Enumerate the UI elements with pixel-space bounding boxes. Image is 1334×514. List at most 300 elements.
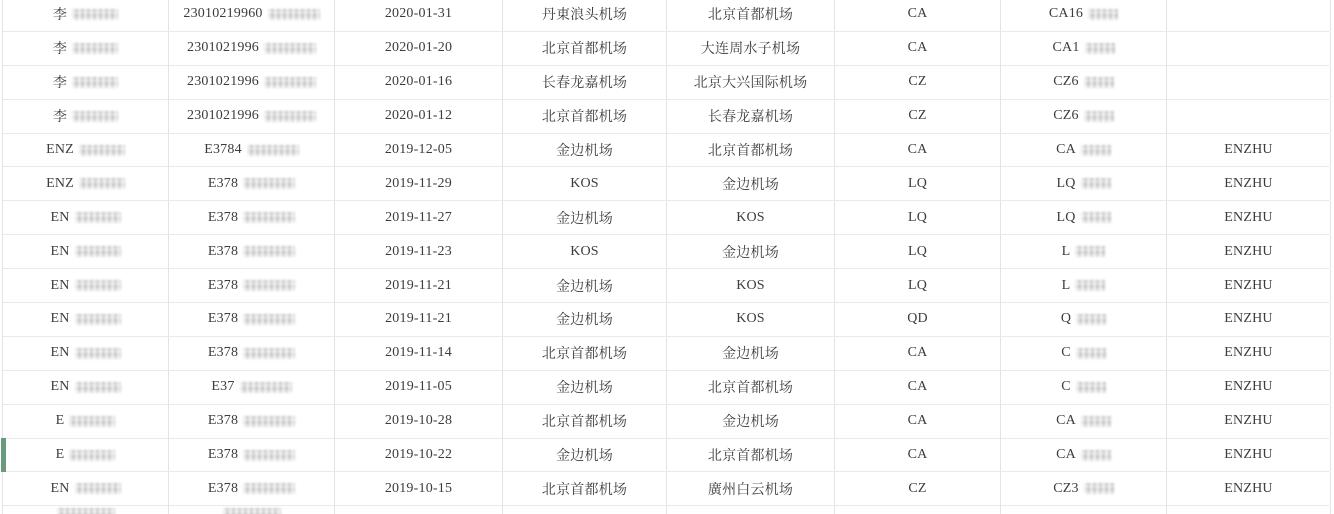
flight-number-text: LQ (1056, 209, 1076, 225)
passenger-name-cell[interactable] (3, 201, 169, 234)
name-pinyin-cell[interactable] (1167, 439, 1331, 472)
name-pinyin-text: ENZHU (1224, 480, 1273, 496)
name-pinyin-cell[interactable] (1167, 66, 1331, 99)
flight-number-text: CZ6 (1053, 108, 1079, 124)
name-pinyin-text: ENZHU (1224, 209, 1273, 225)
redaction-blur (72, 111, 118, 122)
arrival-airport-cell[interactable] (667, 201, 835, 234)
airline-code-cell[interactable] (835, 405, 1001, 438)
departure-airport-cell[interactable] (503, 269, 667, 302)
arrival-airport-cell[interactable] (667, 167, 835, 200)
flight-number-cell[interactable] (1001, 201, 1167, 234)
id-number-cell[interactable] (169, 167, 335, 200)
redaction-blur (247, 145, 299, 156)
passenger-name-text: EN (50, 311, 70, 327)
airline-code-cell[interactable] (835, 371, 1001, 404)
flight-date-text: 2019-10-28 (384, 413, 453, 429)
flight-number-cell[interactable] (1001, 269, 1167, 302)
departure-airport-cell[interactable] (503, 405, 667, 438)
departure-airport-text: 北京首都机场 (541, 110, 628, 126)
arrival-airport-cell[interactable] (667, 506, 835, 514)
redaction-blur (75, 212, 121, 223)
passenger-name-text: 李 (52, 76, 68, 92)
flight-number-cell[interactable] (1001, 439, 1167, 472)
row-highlight-marker (1, 438, 6, 473)
airline-code-cell[interactable] (835, 134, 1001, 167)
airline-code-text: CA (907, 413, 928, 429)
departure-airport-cell[interactable] (503, 32, 667, 65)
passenger-name-cell[interactable] (3, 100, 169, 133)
flight-number-cell[interactable] (1001, 506, 1167, 514)
redaction-blur (243, 348, 295, 359)
redaction-blur (72, 43, 118, 54)
airline-code-text: LQ (907, 209, 928, 225)
redaction-blur (1081, 450, 1111, 461)
arrival-airport-text: 廣州白云机场 (707, 482, 794, 498)
redaction-blur (57, 508, 115, 514)
passenger-name-cell[interactable] (3, 337, 169, 370)
name-pinyin-text: ENZHU (1224, 175, 1273, 191)
flight-date-cell[interactable] (335, 472, 503, 505)
departure-airport-text: 金边机场 (556, 279, 613, 295)
airline-code-text: CA (907, 40, 928, 56)
airline-code-cell[interactable] (835, 269, 1001, 302)
redaction-blur (72, 77, 118, 88)
passenger-name-text: EN (50, 243, 70, 259)
redaction-blur (79, 145, 125, 156)
arrival-airport-cell[interactable] (667, 0, 835, 31)
departure-airport-cell[interactable] (503, 472, 667, 505)
passenger-name-text: EN (50, 379, 70, 395)
flight-number-text: C (1061, 345, 1071, 361)
redaction-blur (243, 212, 295, 223)
redaction-blur (1075, 280, 1105, 291)
redaction-blur (1084, 77, 1114, 88)
id-number-text: E378 (207, 311, 239, 327)
redaction-blur (69, 450, 115, 461)
passenger-name-text: 李 (52, 42, 68, 58)
arrival-airport-cell[interactable] (667, 269, 835, 302)
airline-code-cell[interactable] (835, 66, 1001, 99)
redaction-blur (1081, 145, 1111, 156)
name-pinyin-text: ENZHU (1224, 311, 1273, 327)
name-pinyin-text: ENZHU (1224, 413, 1273, 429)
flight-date-text: 2019-11-05 (385, 379, 452, 395)
passenger-name-cell[interactable] (3, 235, 169, 268)
table-row (3, 269, 1330, 303)
redaction-blur (1075, 246, 1105, 257)
name-pinyin-cell[interactable] (1167, 201, 1331, 234)
flight-date-cell[interactable] (335, 201, 503, 234)
arrival-airport-cell[interactable] (667, 303, 835, 336)
departure-airport-text: 北京首都机场 (541, 415, 628, 431)
flight-number-text: L (1061, 277, 1071, 293)
airline-code-text: CA (907, 6, 928, 22)
arrival-airport-text: 北京首都机场 (707, 144, 794, 159)
id-number-text: E37 (211, 379, 235, 395)
arrival-airport-cell[interactable] (667, 439, 835, 472)
flight-number-cell[interactable] (1001, 405, 1167, 438)
passenger-name-text: EN (50, 209, 70, 225)
id-number-text: 23010219960 (183, 6, 263, 22)
flight-date-cell[interactable] (335, 269, 503, 302)
arrival-airport-cell[interactable] (667, 134, 835, 167)
departure-airport-text: 金边机场 (556, 211, 613, 227)
departure-airport-text: KOS (570, 243, 599, 259)
flight-number-cell[interactable] (1001, 235, 1167, 268)
redaction-blur (75, 314, 121, 325)
redaction-blur (243, 280, 295, 291)
table-row (3, 235, 1330, 269)
redaction-blur (79, 178, 125, 189)
arrival-airport-cell[interactable] (667, 337, 835, 370)
flight-date-cell[interactable] (335, 439, 503, 472)
id-number-cell[interactable] (169, 472, 335, 505)
redaction-blur (75, 483, 121, 494)
passenger-name-cell[interactable] (3, 134, 169, 167)
airline-code-text: QD (907, 311, 928, 327)
name-pinyin-cell[interactable] (1167, 472, 1331, 505)
flight-number-text: CA1 (1052, 40, 1080, 56)
departure-airport-cell[interactable] (503, 0, 667, 31)
arrival-airport-cell[interactable] (667, 371, 835, 404)
departure-airport-text: KOS (570, 175, 599, 191)
flight-number-text: CA (1056, 447, 1076, 463)
passenger-name-cell[interactable] (3, 439, 169, 472)
arrival-airport-text: KOS (736, 209, 765, 225)
id-number-text: 2301021996 (187, 74, 259, 90)
flight-date-text: 2020-01-12 (384, 108, 453, 124)
flight-number-cell[interactable] (1001, 32, 1167, 65)
airline-code-text: CA (907, 447, 928, 463)
id-number-text: E378 (207, 480, 239, 496)
flight-date-text: 2020-01-16 (384, 74, 453, 90)
airline-code-text: LQ (907, 175, 928, 191)
redaction-blur (268, 9, 320, 20)
flight-date-cell[interactable] (335, 303, 503, 336)
arrival-airport-cell[interactable] (667, 235, 835, 268)
flight-date-text: 2019-11-29 (385, 175, 452, 191)
table-row (3, 66, 1330, 100)
redaction-blur (1088, 9, 1118, 20)
arrival-airport-cell[interactable] (667, 66, 835, 99)
id-number-text: 2301021996 (187, 108, 259, 124)
flight-number-cell[interactable] (1001, 303, 1167, 336)
name-pinyin-text: ENZHU (1224, 345, 1273, 361)
airline-code-cell[interactable] (835, 0, 1001, 31)
id-number-cell[interactable] (169, 134, 335, 167)
flight-date-text: 2019-10-15 (384, 480, 453, 496)
departure-airport-cell[interactable] (503, 235, 667, 268)
departure-airport-text: 金边机场 (556, 313, 613, 329)
table-row (3, 371, 1330, 405)
departure-airport-cell[interactable] (503, 439, 667, 472)
arrival-airport-text: 北京大兴国际机场 (693, 76, 808, 92)
flight-date-cell[interactable] (335, 405, 503, 438)
name-pinyin-text: ENZHU (1224, 447, 1273, 463)
passenger-name-cell[interactable] (3, 506, 169, 514)
airline-code-cell[interactable] (835, 337, 1001, 370)
flight-date-text: 2019-11-21 (385, 277, 452, 293)
passenger-name-cell[interactable] (3, 66, 169, 99)
name-pinyin-cell[interactable] (1167, 32, 1331, 65)
id-number-cell[interactable] (169, 100, 335, 133)
id-number-text: E378 (207, 209, 239, 225)
redaction-blur (223, 508, 281, 514)
airline-code-cell[interactable] (835, 472, 1001, 505)
flight-number-cell[interactable] (1001, 167, 1167, 200)
redaction-blur (243, 483, 295, 494)
id-number-cell[interactable] (169, 337, 335, 370)
redaction-blur (240, 382, 292, 393)
flight-number-text: CZ6 (1053, 74, 1079, 90)
arrival-airport-text: KOS (736, 311, 765, 327)
flight-date-text: 2019-11-27 (385, 209, 452, 225)
id-number-text: E378 (207, 413, 239, 429)
passenger-name-text: E (55, 447, 65, 463)
airline-code-text: CZ (908, 74, 927, 90)
departure-airport-cell[interactable] (503, 303, 667, 336)
redaction-blur (1084, 111, 1114, 122)
passenger-name-text: ENZ (46, 175, 74, 191)
flight-number-cell[interactable] (1001, 472, 1167, 505)
arrival-airport-text: 长春龙嘉机场 (707, 110, 794, 126)
flight-date-cell[interactable] (335, 371, 503, 404)
table-row (3, 0, 1330, 32)
name-pinyin-cell[interactable] (1167, 371, 1331, 404)
name-pinyin-cell[interactable] (1167, 303, 1331, 336)
flight-number-text: CZ3 (1053, 480, 1079, 496)
name-pinyin-cell[interactable] (1167, 337, 1331, 370)
name-pinyin-text: ENZHU (1224, 277, 1273, 293)
flight-date-cell[interactable] (335, 0, 503, 31)
name-pinyin-text: ENZHU (1224, 142, 1273, 157)
id-number-text: E378 (207, 447, 239, 463)
flight-number-cell[interactable] (1001, 371, 1167, 404)
flight-number-text: LQ (1056, 175, 1076, 191)
arrival-airport-cell[interactable] (667, 472, 835, 505)
table-row (3, 201, 1330, 235)
flight-date-cell[interactable] (335, 235, 503, 268)
airline-code-text: LQ (907, 277, 928, 293)
name-pinyin-cell[interactable] (1167, 235, 1331, 268)
passenger-name-cell[interactable] (3, 371, 169, 404)
flight-date-cell[interactable] (335, 167, 503, 200)
departure-airport-cell[interactable] (503, 66, 667, 99)
passenger-name-cell[interactable] (3, 167, 169, 200)
table-row (3, 32, 1330, 66)
flight-date-cell[interactable] (335, 506, 503, 514)
flight-number-text: CA16 (1048, 6, 1084, 22)
departure-airport-cell[interactable] (503, 100, 667, 133)
name-pinyin-text: ENZHU (1224, 243, 1273, 259)
departure-airport-cell[interactable] (503, 371, 667, 404)
flight-date-cell[interactable] (335, 100, 503, 133)
airline-code-cell[interactable] (835, 201, 1001, 234)
departure-airport-cell[interactable] (503, 337, 667, 370)
arrival-airport-text: KOS (736, 277, 765, 293)
id-number-cell[interactable] (169, 303, 335, 336)
id-number-text: E3784 (204, 142, 242, 157)
id-number-cell[interactable] (169, 405, 335, 438)
departure-airport-text: 长春龙嘉机场 (541, 76, 628, 92)
airline-code-cell[interactable] (835, 303, 1001, 336)
airline-code-cell[interactable] (835, 235, 1001, 268)
id-number-cell[interactable] (169, 66, 335, 99)
table-row (3, 439, 1330, 473)
id-number-cell[interactable] (169, 0, 335, 31)
departure-airport-text: 丹東浪头机场 (541, 8, 628, 24)
flight-date-cell[interactable] (335, 32, 503, 65)
redaction-blur (1076, 382, 1106, 393)
id-number-cell[interactable] (169, 439, 335, 472)
departure-airport-text: 金边机场 (556, 381, 613, 397)
flight-number-text: CA (1056, 413, 1076, 429)
passenger-name-text: 李 (52, 8, 68, 24)
passenger-name-cell[interactable] (3, 303, 169, 336)
table-row (3, 303, 1330, 337)
departure-airport-cell[interactable] (503, 201, 667, 234)
flight-number-cell[interactable] (1001, 0, 1167, 31)
redaction-blur (1076, 348, 1106, 359)
id-number-cell[interactable] (169, 32, 335, 65)
table-row (3, 337, 1330, 371)
table-row (3, 100, 1330, 134)
name-pinyin-cell[interactable] (1167, 167, 1331, 200)
airline-code-cell[interactable] (835, 167, 1001, 200)
passenger-name-text: EN (50, 277, 70, 293)
departure-airport-text: 北京首都机场 (541, 42, 628, 58)
airline-code-text: LQ (907, 243, 928, 259)
redaction-blur (1081, 178, 1111, 189)
name-pinyin-cell[interactable] (1167, 0, 1331, 31)
redaction-blur (1084, 483, 1114, 494)
departure-airport-cell[interactable] (503, 167, 667, 200)
table-row (3, 167, 1330, 201)
id-number-cell[interactable] (169, 506, 335, 514)
id-number-text: E378 (207, 243, 239, 259)
airline-code-cell[interactable] (835, 506, 1001, 514)
airline-code-text: CA (907, 345, 928, 361)
airline-code-cell[interactable] (835, 439, 1001, 472)
arrival-airport-text: 大连周水子机场 (700, 42, 801, 58)
departure-airport-text: 北京首都机场 (541, 347, 628, 363)
departure-airport-text: 金边机场 (556, 144, 613, 159)
redaction-blur (75, 382, 121, 393)
redaction-blur (1085, 43, 1115, 54)
name-pinyin-text: ENZHU (1224, 379, 1273, 395)
flight-number-cell[interactable] (1001, 134, 1167, 167)
table-row (3, 472, 1330, 506)
redaction-blur (1076, 314, 1106, 325)
flight-date-cell[interactable] (335, 337, 503, 370)
passenger-name-text: EN (50, 480, 70, 496)
arrival-airport-cell[interactable] (667, 100, 835, 133)
departure-airport-cell[interactable] (503, 134, 667, 167)
redaction-blur (243, 416, 295, 427)
passenger-name-text: ENZ (46, 142, 74, 157)
table-row (3, 405, 1330, 439)
flight-date-text: 2020-01-20 (384, 40, 453, 56)
arrival-airport-cell[interactable] (667, 32, 835, 65)
redaction-blur (264, 111, 316, 122)
flight-number-text: Q (1060, 311, 1072, 327)
id-number-cell[interactable] (169, 201, 335, 234)
arrival-airport-text: 北京首都机场 (707, 8, 794, 24)
id-number-text: E378 (207, 277, 239, 293)
passenger-name-text: EN (50, 345, 70, 361)
id-number-cell[interactable] (169, 269, 335, 302)
airline-code-text: CA (907, 379, 928, 395)
redaction-blur (243, 246, 295, 257)
arrival-airport-text: 金边机场 (722, 245, 779, 261)
redaction-blur (75, 280, 121, 291)
id-number-text: E378 (207, 345, 239, 361)
flight-date-cell[interactable] (335, 134, 503, 167)
name-pinyin-cell[interactable] (1167, 506, 1331, 514)
redaction-blur (1081, 416, 1111, 427)
passenger-name-text: E (55, 413, 65, 429)
id-number-cell[interactable] (169, 235, 335, 268)
arrival-airport-cell[interactable] (667, 405, 835, 438)
departure-airport-cell[interactable] (503, 506, 667, 514)
redaction-blur (75, 348, 121, 359)
passenger-name-text: 李 (52, 110, 68, 126)
id-number-text: E378 (207, 175, 239, 191)
passenger-name-cell[interactable] (3, 0, 169, 31)
id-number-cell[interactable] (169, 371, 335, 404)
name-pinyin-cell[interactable] (1167, 269, 1331, 302)
id-number-text: 2301021996 (187, 40, 259, 56)
redaction-blur (72, 9, 118, 20)
flight-date-cell[interactable] (335, 66, 503, 99)
table-row (3, 134, 1330, 168)
flight-date-text: 2019-11-21 (385, 311, 452, 327)
departure-airport-text: 北京首都机场 (541, 482, 628, 498)
flight-number-cell[interactable] (1001, 66, 1167, 99)
passenger-name-cell[interactable] (3, 32, 169, 65)
redaction-blur (1081, 212, 1111, 223)
arrival-airport-text: 金边机场 (722, 415, 779, 431)
airline-code-text: CZ (908, 108, 927, 124)
passenger-name-cell[interactable] (3, 269, 169, 302)
name-pinyin-cell[interactable] (1167, 134, 1331, 167)
flight-number-cell[interactable] (1001, 337, 1167, 370)
flight-date-text: 2019-10-22 (384, 447, 453, 463)
airline-code-cell[interactable] (835, 100, 1001, 133)
passenger-name-cell[interactable] (3, 405, 169, 438)
airline-code-text: CZ (908, 480, 927, 496)
arrival-airport-text: 金边机场 (722, 347, 779, 363)
redaction-blur (75, 246, 121, 257)
arrival-airport-text: 北京首都机场 (707, 381, 794, 397)
name-pinyin-cell[interactable] (1167, 100, 1331, 133)
flight-number-cell[interactable] (1001, 100, 1167, 133)
flight-number-text: L (1061, 243, 1071, 259)
airline-code-text: CA (907, 142, 928, 157)
redaction-blur (243, 178, 295, 189)
passenger-name-cell[interactable] (3, 472, 169, 505)
redaction-blur (243, 450, 295, 461)
name-pinyin-cell[interactable] (1167, 405, 1331, 438)
arrival-airport-text: 金边机场 (722, 177, 779, 193)
flight-date-text: 2020-01-31 (384, 6, 453, 22)
redaction-blur (243, 314, 295, 325)
flight-number-text: CA (1056, 142, 1076, 157)
redaction-blur (264, 43, 316, 54)
airline-code-cell[interactable] (835, 32, 1001, 65)
table-grid (2, 0, 1330, 514)
